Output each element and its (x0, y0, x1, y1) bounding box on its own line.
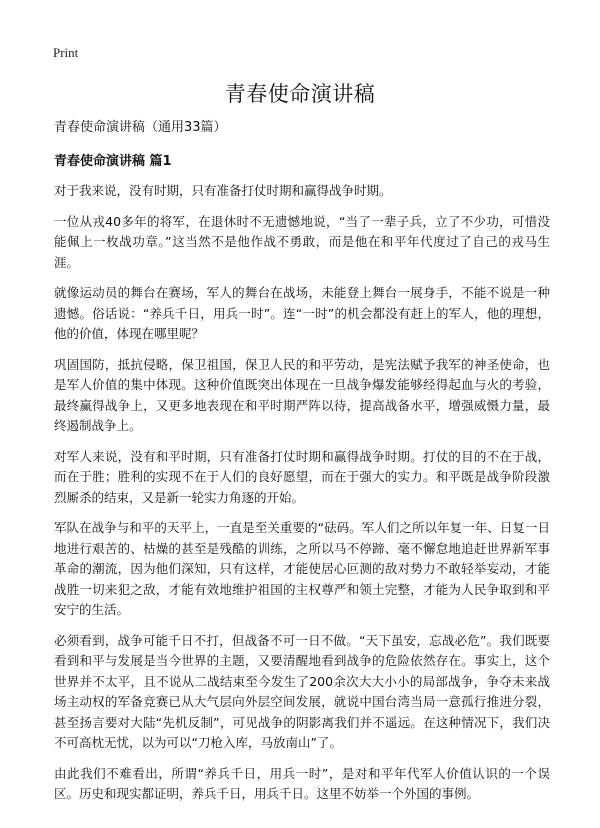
page-title: 青春使命演讲稿 (224, 82, 376, 106)
paragraph-3: 就像运动员的舞台在赛场，军人的舞台在战场，未能登上舞台一展身手，不能不说是一种遗憾。俗话说：“养兵千日，用兵一时”。连“一时”的机会都没有赶上的军人，他的理想，他的价值，体现在哪里呢？ (54, 285, 550, 341)
paragraph-4: 巩固国防，抵抗侵略，保卫祖国，保卫人民的和平劳动，是宪法赋予我军的神圣使命，也是军人价值的集中体现。这种价值既突出体现在一旦战争爆发能够经得起血与火的考验，最终赢得战争上，又更多地表现在和平时期严阵以待，提高战备水平，增强威慑力量，最终遏制战争上。 (54, 356, 550, 433)
paragraph-2: 一位从戎40多年的将军，在退休时不无遗憾地说，“当了一辈子兵，立了不少功，可惜没能佩上一枚战功章。”这当然不是他作战不勇敢，而是他在和平年代度过了自己的戎马生涯。 (54, 213, 550, 270)
paragraph-7: 必须看到，战争可能千日不打，但战备不可一日不做。“天下虽安，忘战必危”。我们既要看到和平与发展是当今世界的主题，又要清醒地看到战争的危险依然存在。事实上，这个世界并不太平，且不说从二战结束至今发生了200余次大大小小的局部战争，争夺未来战场主动权的军备竞赛已从大气层向外层空间发展，就说中国台湾当局一意孤行推进分裂，甚至扬言要对大陆“先机反制”，可见战争的阴影离我们并不遥远。在这种情况下，我们决不可高枕无忧，以为可以“刀枪入库，马放南山”了。 (54, 632, 550, 750)
section-heading: 青春使命演讲稿 篇1 (54, 154, 172, 169)
paragraph-1: 对于我来说，没有时期，只有准备打仗时期和赢得战争时期。 (54, 183, 392, 198)
paragraph-5: 对军人来说，没有和平时期，只有准备打仗时期和赢得战争时期。打仗的目的不在于战，而在于胜；胜利的实现不在于人们的良好愿望，而在于强大的实力。和平既是战争阶段激烈厮杀的结束，又是新一轮实力角逐的开始。 (54, 448, 550, 505)
article-subtitle: 青春使命演讲稿（通用33篇） (54, 120, 227, 135)
article-body (54, 118, 550, 815)
print-link[interactable]: Print (53, 45, 79, 60)
paragraph-8: 由此我们不难看出，所谓“养兵千日，用兵一时”，是对和平年代军人价值认识的一个误区。历史和现实都证明，养兵千日，用兵千日。这里不妨举一个外国的事例。 (54, 765, 550, 801)
paragraph-6: 军队在战争与和平的天平上，一直是至关重要的“砝码。军人们之所以年复一年、日复一日地进行艰苦的、枯燥的甚至是残酷的训练，之所以马不停蹄、毫不懈怠地追赶世界新军事革命的潮流，因为他们深知，只有这样，才能使居心叵测的敌对势力不敢轻举妄动，才能战胜一切来犯之敌，才能有效地维护祖国的主权尊严和领土完整，才能为人民争取到和平安宁的生活。 (54, 520, 550, 617)
